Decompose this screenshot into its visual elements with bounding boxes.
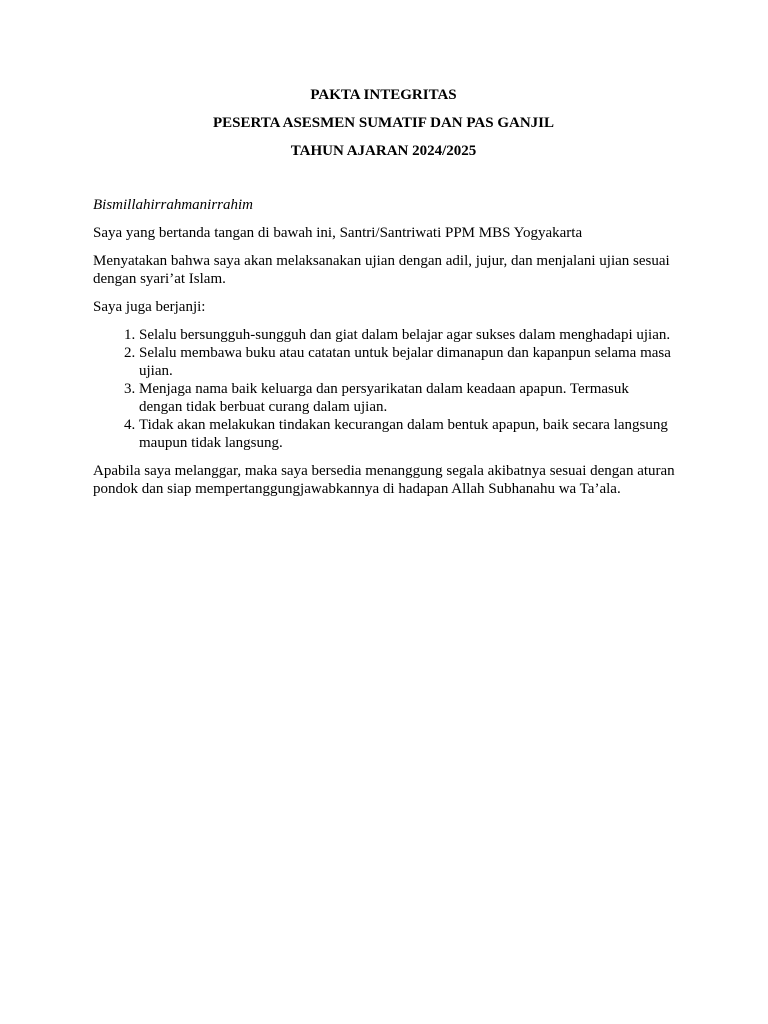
opening-phrase: Bismillahirrahmanirrahim: [93, 197, 254, 213]
promise-list: [93, 326, 675, 452]
declaration-paragraph: Menyatakan bahwa saya akan melaksanakan ujian dengan adil, jujur, dan menjalani ujian sesuai dengan syari’at Islam.: [93, 253, 670, 287]
closing-paragraph: Apabila saya melanggar, maka saya bersedia menanggung segala akibatnya sesuai dengan aturan pondok dan siap mempertanggungjawabkannya di hadapan Allah Subhanahu wa Ta’ala.: [93, 463, 675, 497]
list-item: 4. Tidak akan melakukan tindakan kecurangan dalam bentuk apapun, baik secara langsung maupun tidak langsung.: [139, 416, 675, 452]
list-item: 1. Selalu bersungguh-sungguh dan giat dalam belajar agar sukses dalam menghadapi ujian.: [139, 326, 675, 344]
title-line-1: PAKTA INTEGRITAS: [310, 87, 457, 103]
title-spacer: [93, 160, 675, 196]
title-line-3: TAHUN AJARAN 2024/2025: [290, 143, 477, 159]
list-item: 2. Selalu membawa buku atau catatan untuk bejalar dimanapun dan kapanpun selama masa ujian.: [139, 344, 675, 380]
title-line-2: PESERTA ASESMEN SUMATIF DAN PAS GANJIL: [212, 115, 555, 131]
document-body: [93, 86, 675, 508]
document-title: [92, 86, 675, 160]
statement-paragraph: Saya yang bertanda tangan di bawah ini, Santri/Santriwati PPM MBS Yogyakarta: [93, 225, 583, 241]
list-item: 3. Menjaga nama baik keluarga dan persyarikatan dalam keadaan apapun. Termasuk dengan tidak berbuat curang dalam ujian.: [139, 380, 675, 416]
promise-intro: Saya juga berjanji:: [93, 299, 206, 315]
